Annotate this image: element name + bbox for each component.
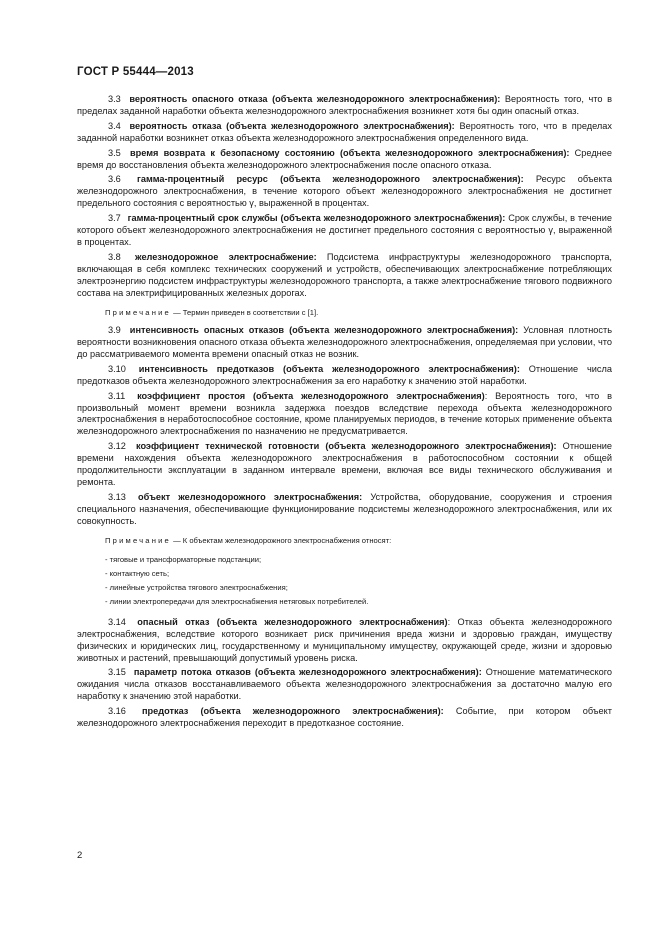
entry-term: опасный отказ (объекта железнодорожного электроснабжения) — [137, 616, 448, 627]
entry-text: Среднее время до восстановления объекта железнодорожного электроснабжения после опасного отказа. — [77, 147, 612, 170]
definition-3-9 — [77, 325, 612, 361]
entry-term: гамма-процентный ресурс (объекта железнодорожного электроснабжения): — [137, 174, 524, 185]
note-text: — К объектам железнодорожного электроснабжения относят: — [173, 535, 392, 545]
entry-number: 3.13 — [108, 491, 126, 502]
definition-3-7 — [77, 213, 612, 249]
note-objects-list — [105, 553, 612, 609]
definition-3-14 — [77, 617, 612, 665]
definition-3-4 — [77, 121, 612, 145]
note-objects — [105, 535, 612, 548]
list-item: - контактную сеть; — [105, 567, 612, 581]
document-header: ГОСТ Р 55444—2013 — [77, 66, 194, 78]
entry-text: Ресурс объекта железнодорожного электроснабжения, в течение которого объект железнодорожного электроснабжения не достигнет предельного состояния с вероятностью γ, выраженной в процентах. — [77, 174, 612, 209]
list-item: - тяговые и трансформаторные подстанции; — [105, 553, 612, 567]
entry-number: 3.4 — [108, 120, 121, 131]
document-body — [77, 94, 612, 733]
entry-text: Отношение времени нахождения объекта железнодорожного электроснабжения в работоспособном состоянии к общей продолжительности эксплуатации в заданном интервале времени, включая все виды технического обслуживания и ремонта. — [77, 441, 613, 487]
entry-number: 3.5 — [108, 147, 121, 158]
page-number: 2 — [77, 850, 83, 861]
entry-term: интенсивность предотказов (объекта железнодорожного электроснабжения): — [138, 363, 520, 374]
entry-text: : Вероятность того, что в произвольный момент времени возникла задержка поездов вследствие перехода объекта железнодорожного электроснабжения в неработоспособное состояние, кроме планируемых периодов, в течение которых применение объекта железнодорожного электроснабжения по назначению не предусматривается. — [77, 390, 612, 437]
entry-text: Отношение математического ожидания числа отказов восстанавливаемого объекта железнодорожного электроснабжения за достаточно малую его наработку к значению этой наработки. — [77, 667, 612, 702]
entry-number: 3.3 — [108, 94, 121, 104]
entry-text: Срок службы, в течение которого объект железнодорожного электроснабжения не достигнет предельного состояния с вероятностью γ, выраженной в процентах. — [77, 213, 612, 247]
note-text: — Термин приведен в соответствии с [1]. — [173, 307, 319, 317]
entry-text: Устройства, оборудование, сооружения и строения специального назначения, обеспечивающие функционирование подсистемы железнодорожного электроснабжения, или их совокупность. — [77, 491, 612, 526]
entry-term: вероятность отказа (объекта железнодорожного электроснабжения): — [129, 120, 455, 131]
entry-number: 3.7 — [108, 213, 121, 224]
entry-text: Вероятность того, что в пределах заданной наработки объекта железнодорожного электроснабжения возникнет хотя бы один опасный отказ. — [77, 94, 612, 116]
entry-text: Отношение числа предотказов объекта железнодорожного электроснабжения за его наработку к значению этой наработки. — [77, 363, 612, 386]
entry-number: 3.6 — [108, 174, 121, 185]
definition-3-13 — [77, 492, 612, 528]
entry-number: 3.16 — [108, 706, 126, 717]
entry-term: коэффициент простоя (объекта железнодорожного электроснабжения) — [137, 390, 485, 401]
definition-3-8 — [77, 252, 612, 300]
entry-term: время возврата к безопасному состоянию (объекта железнодорожного электроснабжения): — [130, 147, 570, 158]
entry-term: интенсивность опасных отказов (объекта железнодорожного электроснабжения): — [129, 325, 519, 336]
note-source — [105, 307, 612, 320]
definition-3-16 — [77, 706, 612, 730]
definition-3-10 — [77, 364, 612, 388]
definition-3-12 — [77, 441, 612, 489]
definition-3-3 — [77, 94, 612, 118]
list-item: - линейные устройства тягового электроснабжения; — [105, 581, 612, 595]
entry-text: Подсистема инфраструктуры железнодорожного транспорта, включающая в себя комплекс технических сооружений и устройств, обеспечивающих электроснабжение потребляющих электроэнергию подсистем инфраструктуры железнодорожного транспорта, а также электроснабжение тягового подвижного состава на электрифицированных железных дорогах. — [77, 251, 612, 298]
definition-3-15 — [77, 667, 612, 703]
entry-number: 3.9 — [108, 325, 121, 336]
note-label: Примечание — [105, 535, 171, 545]
entry-text: Условная плотность вероятности возникновения опасного отказа объекта железнодорожного электроснабжения, определяемая при условии, что до рассматриваемого момента времени опасный отказ не возник. — [77, 325, 612, 359]
entry-text: Событие, при котором объект железнодорожного электроснабжения переходит в предотказное состояние. — [77, 706, 612, 729]
entry-term: предотказ (объекта железнодорожного электроснабжения): — [141, 706, 444, 717]
definition-3-6 — [77, 174, 612, 210]
entry-term: параметр потока отказов (объекта железнодорожного электроснабжения): — [133, 667, 482, 678]
definition-3-11 — [77, 391, 612, 439]
entry-term: коэффициент технической готовности (объекта железнодорожного электроснабжения): — [135, 441, 557, 452]
entry-term: железнодорожное электроснабжение: — [135, 251, 317, 262]
list-item: - линии электропередачи для электроснабжения нетяговых потребителей. — [105, 595, 612, 609]
definition-3-5 — [77, 148, 612, 172]
entry-text: Вероятность того, что в пределах заданной наработки возникнет отказ объекта железнодорожного электроснабжения определенного вида. — [77, 120, 612, 143]
entry-text: : Отказ объекта железнодорожного электроснабжения, вследствие которого возникает риск причинения вреда жизни и здоровью граждан, имуществу физических и юридических лиц, государственному и муниципальному имуществу, окружающей среде, жизни и здоровью животных и растений, превышающий допустимый уровень риска. — [77, 616, 612, 663]
entry-number: 3.8 — [108, 251, 121, 262]
entry-number: 3.15 — [108, 667, 126, 678]
entry-number: 3.14 — [108, 616, 126, 627]
entry-term: вероятность опасного отказа (объекта железнодорожного электроснабжения): — [129, 94, 501, 104]
note-label: Примечание — [105, 307, 171, 317]
entry-term: гамма-процентный срок службы (объекта железнодорожного электроснабжения): — [127, 213, 506, 224]
entry-term: объект железнодорожного электроснабжения: — [138, 491, 363, 502]
entry-number: 3.11 — [108, 390, 126, 401]
entry-number: 3.10 — [108, 363, 126, 374]
entry-number: 3.12 — [108, 441, 126, 452]
